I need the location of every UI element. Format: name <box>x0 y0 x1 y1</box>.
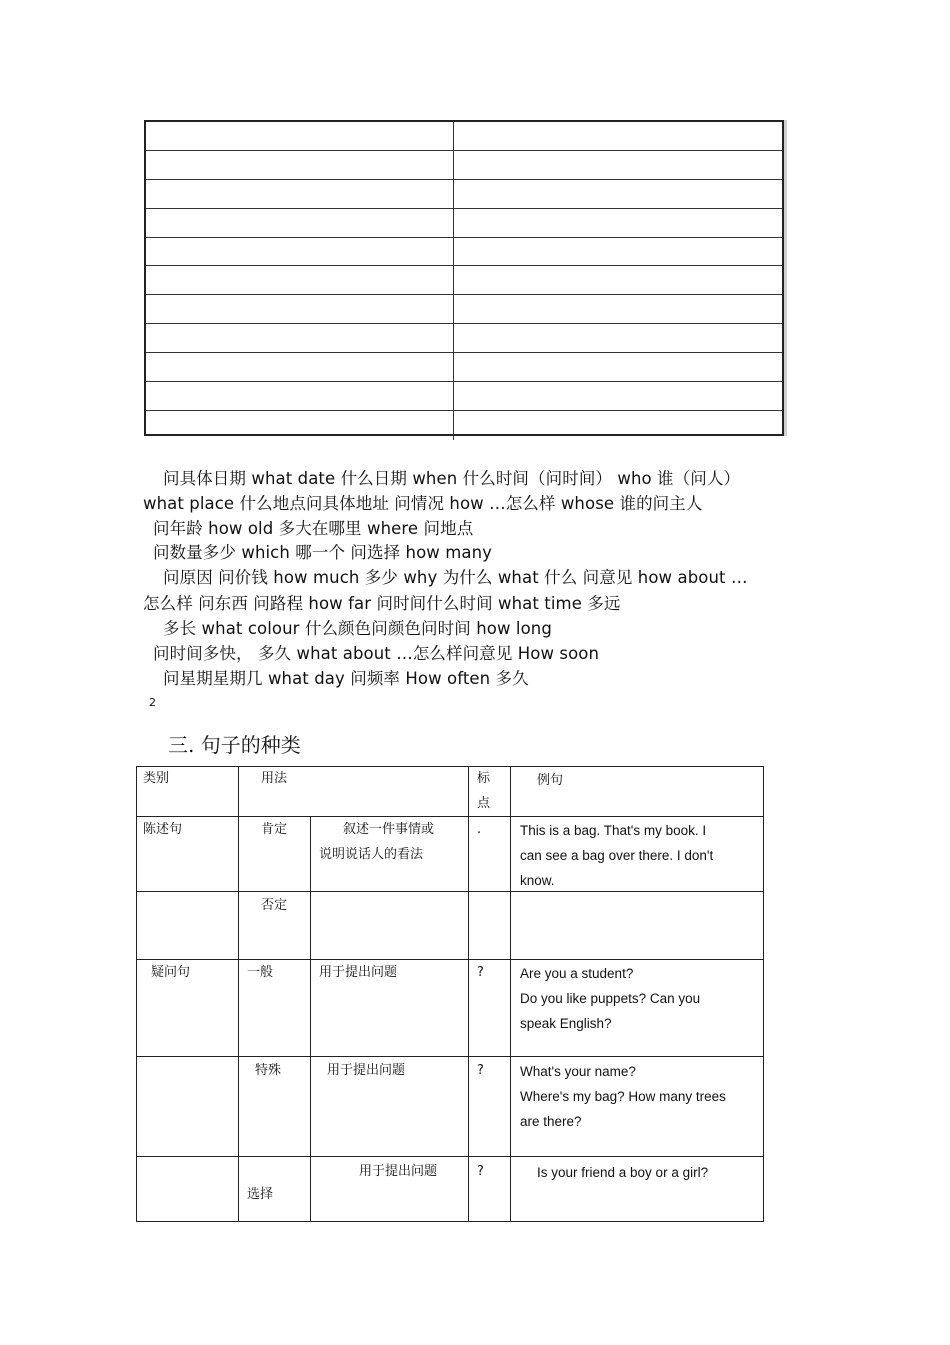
usage-line: 用于提出问题 <box>319 965 398 980</box>
table-row <box>137 960 764 1057</box>
sentence-types-table <box>136 766 764 1222</box>
table-cell <box>146 411 454 440</box>
table-row <box>146 353 782 382</box>
category-label: 疑问句 <box>151 965 191 980</box>
header-cell <box>239 767 469 817</box>
category-cell <box>137 1157 239 1222</box>
example-cell <box>511 960 764 1057</box>
usage-line: 用于提出问题 <box>327 1063 406 1078</box>
example-line: can see a bag over there. I don't <box>520 848 714 863</box>
empty-grid-table <box>144 120 784 436</box>
punct-cell <box>469 1057 511 1157</box>
question-words-line: what place 什么地点问具体地址 问情况 how …怎么样 whose 谁的问主人 <box>143 494 703 513</box>
usage-cell <box>311 1057 469 1157</box>
example-line: What's your name? <box>520 1064 636 1079</box>
header-example: 例句 <box>537 773 564 788</box>
table-row <box>146 295 782 324</box>
usage-cell <box>311 817 469 892</box>
punct-mark: ? <box>477 1063 484 1078</box>
example-cell <box>511 1057 764 1157</box>
question-words-line: 怎么样 问东西 问路程 how far 问时间什么时间 what time 多远 <box>143 594 621 613</box>
table-cell <box>146 266 454 294</box>
header-category: 类别 <box>143 771 170 786</box>
table-cell <box>146 151 454 179</box>
table-row <box>137 1157 764 1222</box>
punct-cell <box>469 1157 511 1222</box>
subtype-cell <box>239 817 311 892</box>
table-cell <box>454 122 782 150</box>
subtype-cell <box>239 1057 311 1157</box>
table-cell <box>146 295 454 323</box>
table-row <box>137 892 764 960</box>
question-words-line: 问年龄 how old 多大在哪里 where 问地点 <box>153 519 474 538</box>
subtype-label: 肯定 <box>261 822 288 837</box>
header-usage: 用法 <box>261 771 288 786</box>
table-cell <box>146 353 454 381</box>
category-cell <box>137 817 239 892</box>
usage-cell <box>311 960 469 1057</box>
question-words-line: 问原因 问价钱 how much 多少 why 为什么 what 什么 问意见 how about … <box>163 568 748 587</box>
table-row <box>146 180 782 209</box>
table-cell <box>146 209 454 237</box>
table-cell <box>454 324 782 352</box>
table-cell <box>146 382 454 410</box>
punct-mark: ? <box>477 965 484 980</box>
punct-mark: . <box>477 822 482 837</box>
table-cell <box>454 295 782 323</box>
subtype-cell <box>239 960 311 1057</box>
subtype-cell <box>239 1157 311 1222</box>
question-words-line: 问具体日期 what date 什么日期 when 什么时间（问时间） who 谁（问人） <box>163 469 741 488</box>
subtype-label: 特殊 <box>255 1063 282 1078</box>
table-cell <box>146 122 454 150</box>
page-number: 2 <box>149 696 156 709</box>
question-words-line: 多长 what colour 什么颜色问颜色问时间 how long <box>163 619 552 638</box>
subtype-label: 否定 <box>261 898 288 913</box>
usage-cell <box>311 1157 469 1222</box>
table-cell <box>454 238 782 266</box>
usage-line: 说明说话人的看法 <box>319 847 424 862</box>
example-cell <box>511 817 764 892</box>
table-row <box>137 817 764 892</box>
example-line: Are you a student? <box>520 966 634 981</box>
table-cell <box>454 151 782 179</box>
punct-mark: ? <box>477 1164 484 1179</box>
table-row <box>146 238 782 267</box>
subtype-cell <box>239 892 311 960</box>
header-cell <box>469 767 511 817</box>
subtype-label: 选择 <box>247 1187 274 1202</box>
table-row <box>137 1057 764 1157</box>
category-label: 陈述句 <box>143 822 183 837</box>
example-line: are there? <box>520 1114 582 1129</box>
usage-line: 叙述一件事情或 <box>343 822 435 837</box>
punct-cell <box>469 817 511 892</box>
example-line: Where's my bag? How many trees <box>520 1089 726 1104</box>
table-row <box>146 151 782 180</box>
category-cell <box>137 1057 239 1157</box>
example-line: Do you like puppets? Can you <box>520 991 701 1006</box>
punct-cell <box>469 892 511 960</box>
question-words-line: 问数量多少 which 哪一个 问选择 how many <box>153 543 493 562</box>
example-line: This is a bag. That's my book. I <box>520 823 707 838</box>
header-punct-line2: 点 <box>477 796 491 811</box>
header-cell <box>137 767 239 817</box>
subtype-label: 一般 <box>247 965 274 980</box>
table-cell <box>146 238 454 266</box>
table-cell <box>454 353 782 381</box>
table-cell <box>454 382 782 410</box>
example-line: Is your friend a boy or a girl? <box>537 1165 709 1180</box>
example-line: know. <box>520 873 555 888</box>
category-cell <box>137 960 239 1057</box>
table-row <box>146 266 782 295</box>
table-row <box>146 324 782 353</box>
example-cell <box>511 1157 764 1222</box>
table-cell <box>146 324 454 352</box>
punct-cell <box>469 960 511 1057</box>
table-header-row <box>137 767 764 817</box>
example-line: speak English? <box>520 1016 612 1031</box>
header-punct-line1: 标 <box>477 771 491 786</box>
usage-cell <box>311 892 469 960</box>
table-row <box>146 382 782 411</box>
table-row <box>146 411 782 440</box>
table-cell <box>146 180 454 208</box>
question-words-line: 问时间多快， 多久 what about …怎么样问意见 How soon <box>153 644 600 663</box>
table-cell <box>454 209 782 237</box>
header-cell <box>511 767 764 817</box>
table-row <box>146 209 782 238</box>
section-title: 三. 句子的种类 <box>168 733 301 757</box>
table-row <box>146 122 782 151</box>
example-cell <box>511 892 764 960</box>
table-cell <box>454 180 782 208</box>
usage-line: 用于提出问题 <box>359 1164 438 1179</box>
question-words-line: 问星期星期几 what day 问频率 How often 多久 <box>163 669 529 688</box>
table-cell <box>454 266 782 294</box>
category-cell <box>137 892 239 960</box>
table-cell <box>454 411 782 440</box>
